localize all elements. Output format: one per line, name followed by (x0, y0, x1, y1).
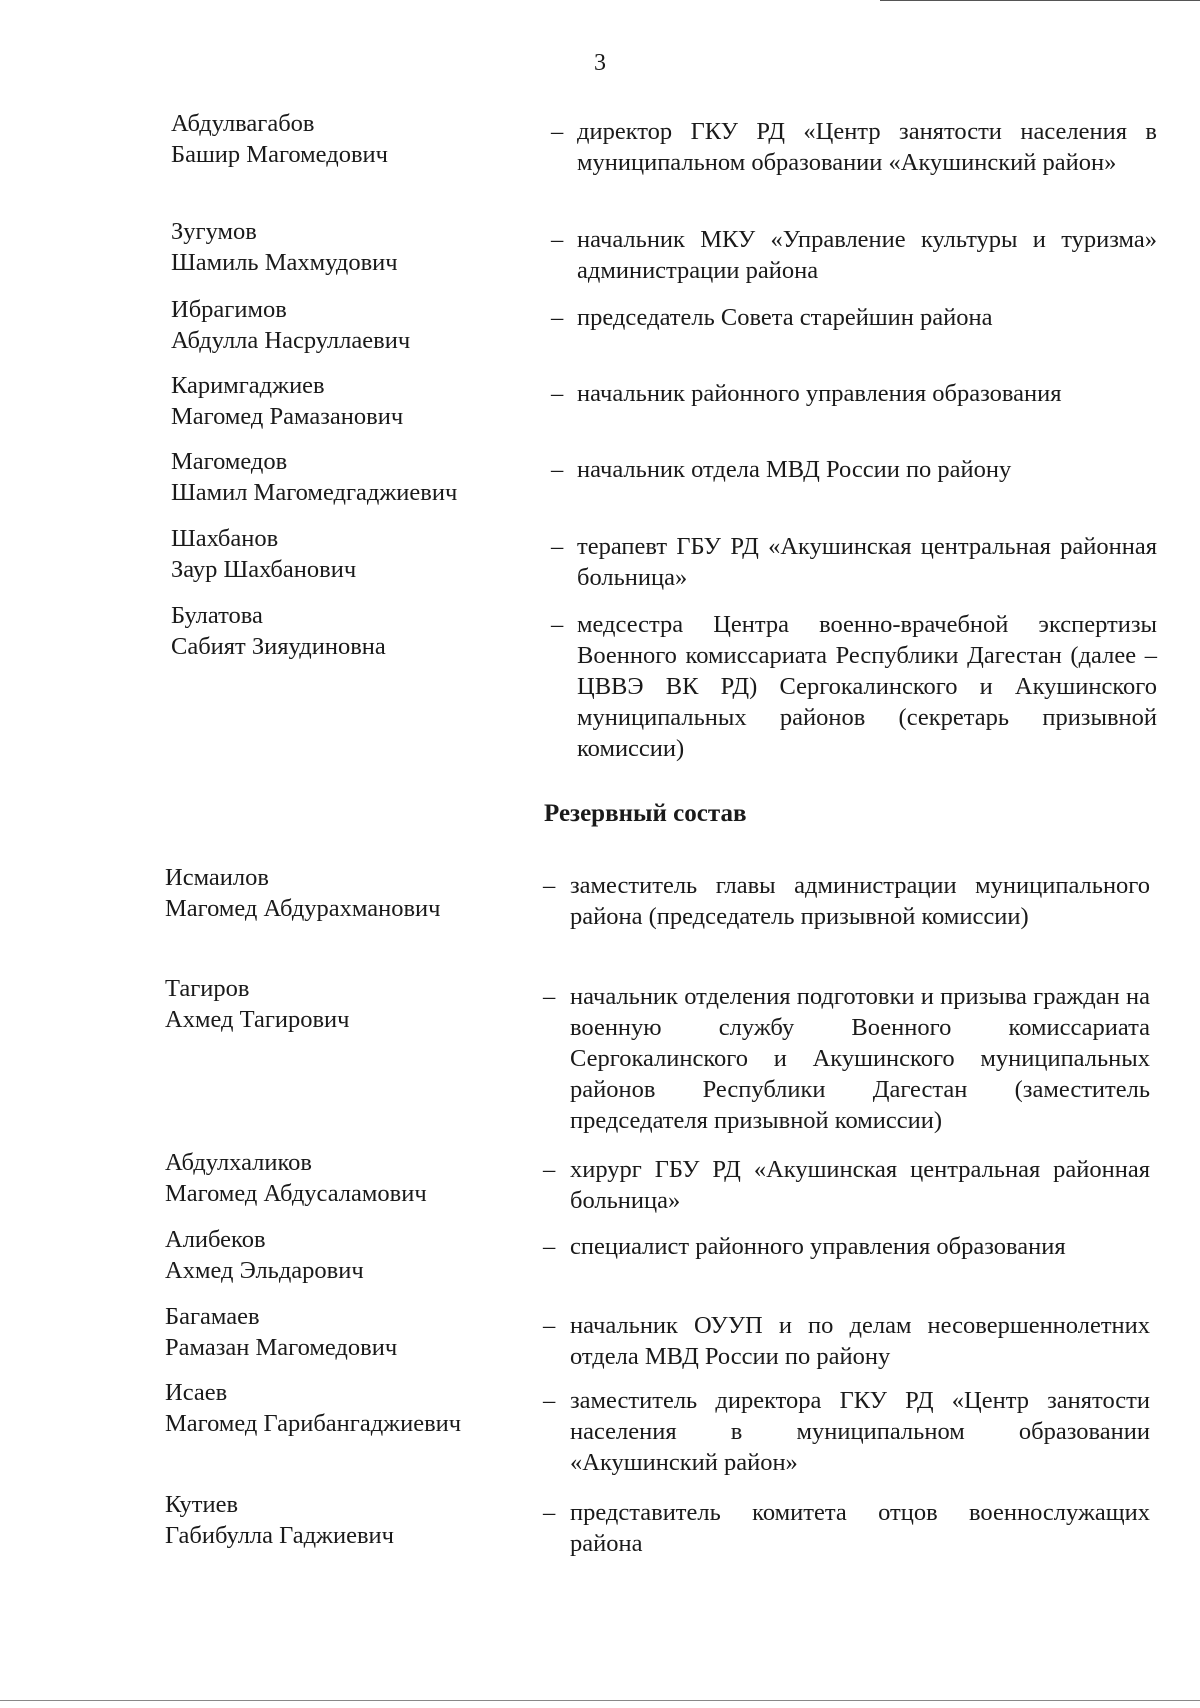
member-given-names: Абдулла Насруллаевич (171, 327, 411, 354)
member-role: директор ГКУ РД «Центр занятости населения в муниципальном образовании «Акушинский район» (577, 118, 1157, 176)
member-surname: Магомедов (171, 448, 288, 475)
member-given-names: Ахмед Тагирович (165, 1006, 350, 1033)
dash-separator: – (551, 118, 564, 145)
member-name (165, 1224, 364, 1286)
member-given-names: Магомед Рамазанович (171, 403, 404, 430)
member-role: представитель комитета отцов военнослужащих района (570, 1499, 1150, 1557)
member-role: начальник МКУ «Управление культуры и туризма» администрации района (577, 226, 1157, 284)
member-name (171, 600, 386, 662)
member-name (171, 370, 403, 432)
member-name (165, 973, 349, 1035)
member-given-names: Магомед Гарибангаджиевич (165, 1410, 462, 1437)
member-name (171, 294, 410, 356)
member-role: начальник отделения подготовки и призыва граждан на военную службу Военного комиссариата Сергокалинского и Акушинского муниципальных районов Республики Дагестан (заместитель председателя призывной комиссии) (570, 983, 1150, 1134)
reserve-section-title: Резервный состав (544, 800, 747, 827)
dash-separator: – (543, 1499, 556, 1526)
member-name (171, 446, 457, 508)
member-role: начальник отдела МВД России по району (577, 456, 1012, 483)
member-name (165, 1147, 427, 1209)
member-name (165, 1489, 394, 1551)
member-name (171, 216, 398, 278)
dash-separator: – (543, 1387, 556, 1414)
member-given-names: Сабият Зияудиновна (171, 633, 386, 660)
member-surname: Шахбанов (171, 525, 279, 552)
dash-separator: – (543, 1233, 556, 1260)
member-name (165, 1377, 461, 1439)
member-surname: Зугумов (171, 218, 257, 245)
member-given-names: Шамиль Махмудович (171, 249, 398, 276)
member-given-names: Магомед Абдурахманович (165, 895, 441, 922)
page-number: 3 (594, 50, 606, 76)
member-role: заместитель директора ГКУ РД «Центр занятости населения в муниципальном образовании «Акушинский район» (570, 1387, 1150, 1476)
member-given-names: Заур Шахбанович (171, 556, 357, 583)
member-surname: Каримгаджиев (171, 372, 325, 399)
member-role: начальник ОУУП и по делам несовершеннолетних отдела МВД России по району (570, 1312, 1150, 1370)
member-name (165, 1301, 397, 1363)
member-surname: Абдулхаликов (165, 1149, 312, 1176)
member-surname: Багамаев (165, 1303, 260, 1330)
dash-separator: – (543, 1312, 556, 1339)
member-name (171, 523, 356, 585)
dash-separator: – (551, 456, 564, 483)
member-role: председатель Совета старейшин района (577, 304, 993, 331)
member-role: терапевт ГБУ РД «Акушинская центральная районная больница» (577, 533, 1157, 591)
dash-separator: – (551, 533, 564, 560)
member-given-names: Шамил Магомедгаджиевич (171, 479, 458, 506)
member-surname: Тагиров (165, 975, 250, 1002)
dash-separator: – (543, 872, 556, 899)
member-role: специалист районного управления образования (570, 1233, 1066, 1260)
member-name (171, 108, 388, 170)
member-surname: Алибеков (165, 1226, 266, 1253)
member-role: хирург ГБУ РД «Акушинская центральная районная больница» (570, 1156, 1150, 1214)
dash-separator: – (551, 380, 564, 407)
member-surname: Кутиев (165, 1491, 239, 1518)
member-surname: Исмаилов (165, 864, 269, 891)
member-given-names: Ахмед Эльдарович (165, 1257, 364, 1284)
member-surname: Ибрагимов (171, 296, 287, 323)
member-role: заместитель главы администрации муниципального района (председатель призывной комиссии) (570, 872, 1150, 930)
member-role: медсестра Центра военно-врачебной экспертизы Военного комиссариата Республики Дагестан (далее – ЦВВЭ ВК РД) Сергокалинского и Акушинского муниципальных районов (секретарь призывной комиссии) (577, 611, 1157, 762)
member-given-names: Рамазан Магомедович (165, 1334, 398, 1361)
member-given-names: Габибулла Гаджиевич (165, 1522, 394, 1549)
dash-separator: – (551, 304, 564, 331)
member-surname: Абдулвагабов (171, 110, 315, 137)
dash-separator: – (543, 983, 556, 1010)
dash-separator: – (551, 226, 564, 253)
scan-edge-top (880, 0, 1200, 1)
member-given-names: Магомед Абдусаламович (165, 1180, 427, 1207)
dash-separator: – (551, 611, 564, 638)
member-given-names: Башир Магомедович (171, 141, 388, 168)
scan-edge-bottom (0, 1700, 1200, 1701)
member-role: начальник районного управления образования (577, 380, 1062, 407)
member-name (165, 862, 441, 924)
member-surname: Булатова (171, 602, 263, 629)
member-surname: Исаев (165, 1379, 228, 1406)
dash-separator: – (543, 1156, 556, 1183)
